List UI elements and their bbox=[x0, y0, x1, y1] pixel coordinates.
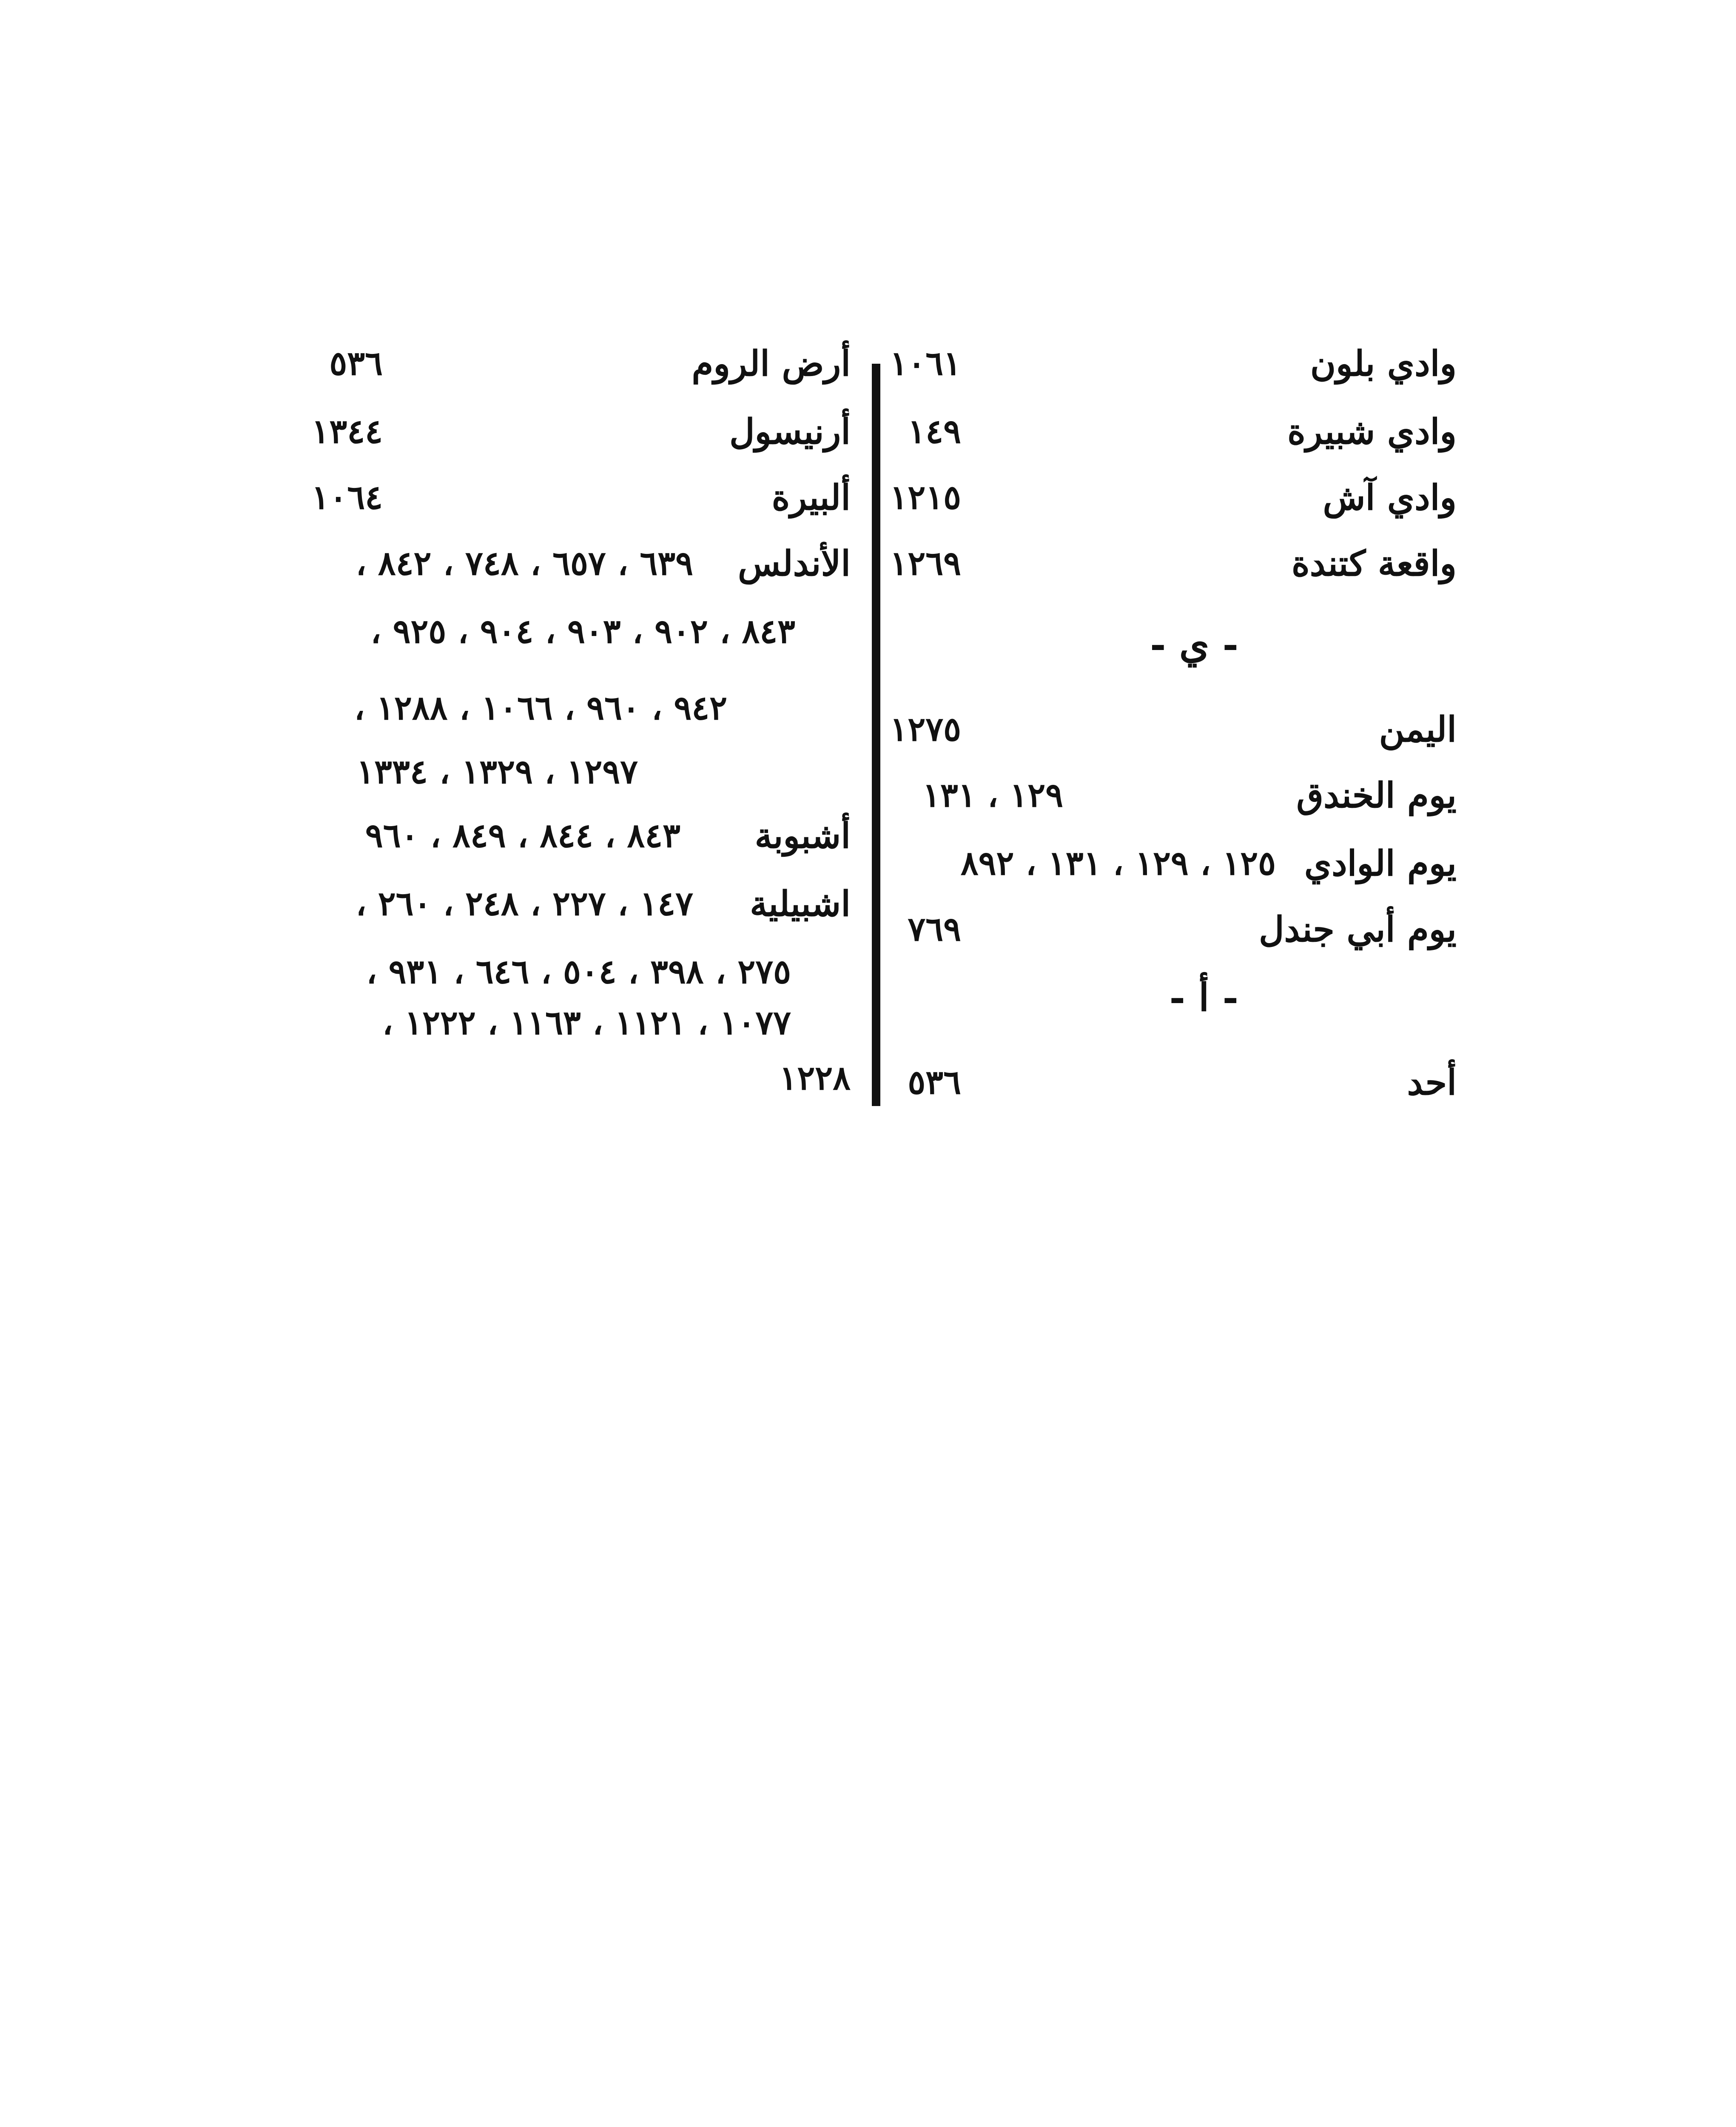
entry-name: وادي آش bbox=[1323, 477, 1457, 518]
column-divider bbox=[872, 364, 880, 1106]
entry-pages: ١٢٢٨ bbox=[779, 1059, 851, 1098]
entry-pages: ١٣٤٤ bbox=[311, 412, 383, 451]
entry-name: واقعة كتندة bbox=[1291, 543, 1457, 584]
entry-name: أرنيسول bbox=[729, 411, 851, 452]
entry-name: أشبوبة bbox=[754, 815, 851, 856]
entry-pages: ١٠٦٤ bbox=[311, 478, 383, 517]
entry-name: اشبيلية bbox=[750, 884, 851, 924]
entry-pages: ١٤٧ ، ٢٢٧ ، ٢٤٨ ، ٢٦٠ ، bbox=[356, 884, 693, 923]
entry-name: ألبيرة bbox=[771, 477, 851, 518]
entry-pages: ٨٤٣ ، ٩٠٢ ، ٩٠٣ ، ٩٠٤ ، ٩٢٥ ، bbox=[370, 612, 795, 651]
entry-pages: ١٢٧٥ bbox=[890, 710, 961, 749]
entry-name: أحد bbox=[1407, 1062, 1457, 1103]
entry-pages: ٥٣٦ bbox=[908, 1063, 961, 1102]
entry-name: يوم الوادي bbox=[1304, 843, 1457, 884]
entry-pages: ١٢١٥ bbox=[890, 478, 961, 517]
entry-name: اليمن bbox=[1379, 709, 1457, 750]
entry-pages: ١٢٥ ، ١٢٩ ، ١٣١ ، ٨٩٢ bbox=[960, 844, 1276, 883]
entry-pages: ١٢٩ ، ١٣١ bbox=[922, 776, 1063, 815]
entry-name: وادي بلون bbox=[1310, 343, 1457, 384]
entry-pages: ٨٤٣ ، ٨٤٤ ، ٨٤٩ ، ٩٦٠ bbox=[365, 816, 680, 855]
entry-pages: ١٤٩ bbox=[908, 412, 961, 451]
entry-name: يوم أبي جندل bbox=[1258, 909, 1457, 950]
entry-name: أرض الروم bbox=[692, 343, 851, 384]
entry-pages: ٧٦٩ bbox=[908, 910, 961, 949]
section-letter-alif: - أ - bbox=[1169, 975, 1238, 1020]
entry-pages: ٩٤٢ ، ٩٦٠ ، ١٠٦٦ ، ١٢٨٨ ، bbox=[354, 689, 727, 727]
entry-name: وادي شبيرة bbox=[1287, 411, 1457, 452]
entry-pages: ٢٧٥ ، ٣٩٨ ، ٥٠٤ ، ٦٤٦ ، ٩٣١ ، bbox=[366, 952, 791, 991]
entry-name: الأندلس bbox=[738, 543, 851, 584]
entry-pages: ٦٣٩ ، ٦٥٧ ، ٧٤٨ ، ٨٤٢ ، bbox=[356, 544, 693, 583]
entry-pages: ١٢٦٩ bbox=[890, 544, 961, 583]
section-letter-ya: - ي - bbox=[1150, 622, 1238, 667]
entry-pages: ١٠٧٧ ، ١١٢١ ، ١١٦٣ ، ١٢٢٢ ، bbox=[382, 1004, 791, 1042]
entry-pages: ١٠٦١ bbox=[890, 344, 961, 383]
entry-name: يوم الخندق bbox=[1296, 775, 1457, 816]
entry-pages: ٥٣٦ bbox=[329, 344, 383, 383]
entry-pages: ١٢٩٧ ، ١٣٢٩ ، ١٣٣٤ bbox=[356, 753, 638, 791]
